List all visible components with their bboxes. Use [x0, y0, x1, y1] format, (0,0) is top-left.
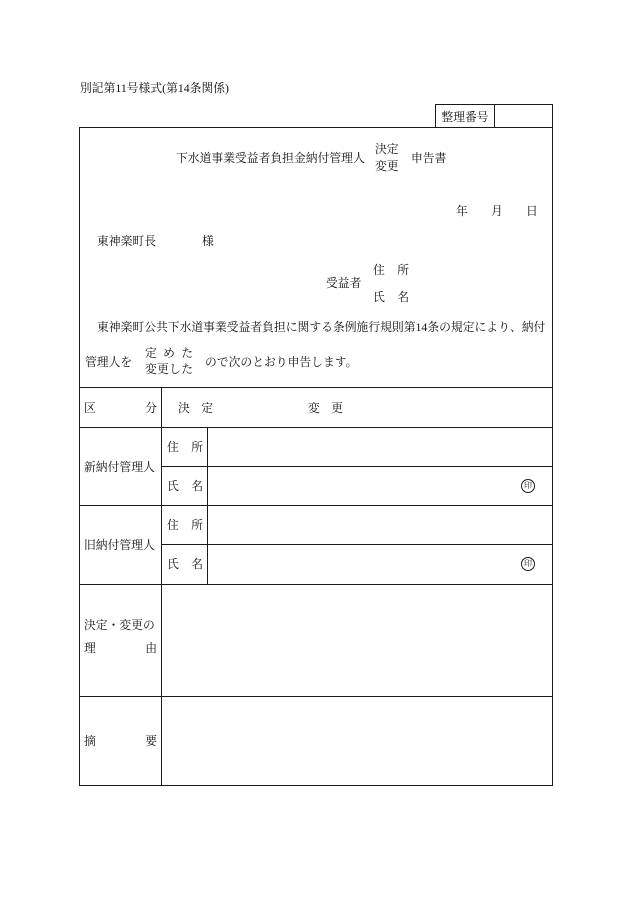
declaration-line-2-suffix: ので次のとおり申告します。: [205, 355, 358, 369]
category-choice-decide: [178, 401, 213, 415]
label-character: 定: [201, 401, 213, 415]
reason-field[interactable]: [161, 584, 553, 697]
label-character: 名: [191, 557, 203, 571]
application-header-section: [79, 127, 553, 388]
label-character: 名: [191, 479, 203, 493]
new-manager-address-field[interactable]: [207, 427, 553, 467]
applicant-name-label: [373, 290, 409, 304]
declaration-choice-decided: [145, 346, 193, 360]
category-choice-change: [308, 401, 343, 415]
old-manager-name-label-cell: [161, 544, 208, 585]
new-manager-address-label-cell: [161, 427, 208, 467]
label-character: 理: [84, 641, 96, 655]
new-manager-label-cell: [79, 427, 162, 506]
reason-label-cell: [79, 584, 162, 697]
remarks-field[interactable]: [161, 696, 553, 786]
old-manager-name-label: [167, 557, 203, 571]
new-manager-seal-mark: 印: [521, 479, 535, 493]
category-label: [84, 401, 157, 415]
reference-number-label-cell: [435, 104, 495, 128]
label-character: 区: [84, 401, 96, 415]
label-character: 名: [397, 290, 409, 304]
old-manager-label: 旧納付管理人: [84, 538, 155, 552]
label-character: た: [181, 346, 193, 360]
remarks-label-cell: [79, 696, 162, 786]
old-manager-seal-mark: 印: [521, 557, 535, 571]
title-choice-decide: 決定: [375, 142, 399, 156]
label-character: 変: [145, 362, 157, 376]
category-label-cell: [79, 387, 162, 428]
label-character: 住: [373, 263, 385, 277]
new-manager-address-label: [167, 440, 203, 454]
new-manager-label: 新納付管理人: [84, 460, 155, 474]
label-character: 氏: [167, 557, 179, 571]
remarks-label: [84, 734, 157, 748]
declaration-line-2-prefix: 管理人を: [85, 355, 133, 369]
new-manager-name-field[interactable]: [207, 466, 553, 506]
reference-number-label: 整理番号: [441, 109, 489, 124]
form-number-label: 別記第11号様式(第14条関係): [80, 81, 229, 95]
label-character: 住: [167, 440, 179, 454]
label-character: 住: [167, 518, 179, 532]
label-character: 更: [331, 401, 343, 415]
category-choice-cell: [161, 387, 553, 428]
reference-number-field[interactable]: [494, 104, 553, 128]
title-choice-change: 変更: [375, 159, 399, 173]
form-title: 下水道事業受益者負担金納付管理人: [176, 151, 365, 165]
declaration-line-1: 東神楽町公共下水道事業受益者負担に関する条例施行規則第14条の規定により、納付: [97, 320, 546, 334]
applicant-address-label: [373, 263, 409, 277]
old-manager-address-label-cell: [161, 505, 208, 545]
label-character: 摘: [84, 734, 96, 748]
label-character: 氏: [167, 479, 179, 493]
old-manager-address-label: [167, 518, 203, 532]
label-character: 要: [145, 734, 157, 748]
label-character: 所: [191, 518, 203, 532]
reason-label-line-1: 決定・変更の: [84, 618, 155, 632]
new-manager-name-label-cell: [161, 466, 208, 506]
label-character: 変: [308, 401, 320, 415]
declaration-choice-changed: [145, 362, 193, 376]
form-title-suffix: 申告書: [411, 151, 447, 165]
label-character: 氏: [373, 290, 385, 304]
addressee-name: 東神楽町長: [97, 234, 156, 248]
label-character: 決: [178, 401, 190, 415]
label-character: 由: [145, 641, 157, 655]
new-manager-name-label: [167, 479, 203, 493]
old-manager-label-cell: [79, 505, 162, 585]
date-year-label: 年: [456, 204, 468, 218]
label-character: 所: [191, 440, 203, 454]
applicant-label: 受益者: [326, 276, 362, 290]
label-character: 所: [397, 263, 409, 277]
label-character: た: [181, 362, 193, 376]
addressee-honorific: 様: [202, 234, 214, 248]
label-character: 定: [145, 346, 157, 360]
label-character: 更: [157, 362, 169, 376]
date-day-label: 日: [526, 204, 538, 218]
label-character: 分: [145, 401, 157, 415]
label-character: め: [163, 346, 175, 360]
reason-label-line-2: [84, 641, 157, 655]
label-character: し: [169, 362, 181, 376]
date-month-label: 月: [491, 204, 503, 218]
old-manager-name-field[interactable]: [207, 544, 553, 585]
old-manager-address-field[interactable]: [207, 505, 553, 545]
